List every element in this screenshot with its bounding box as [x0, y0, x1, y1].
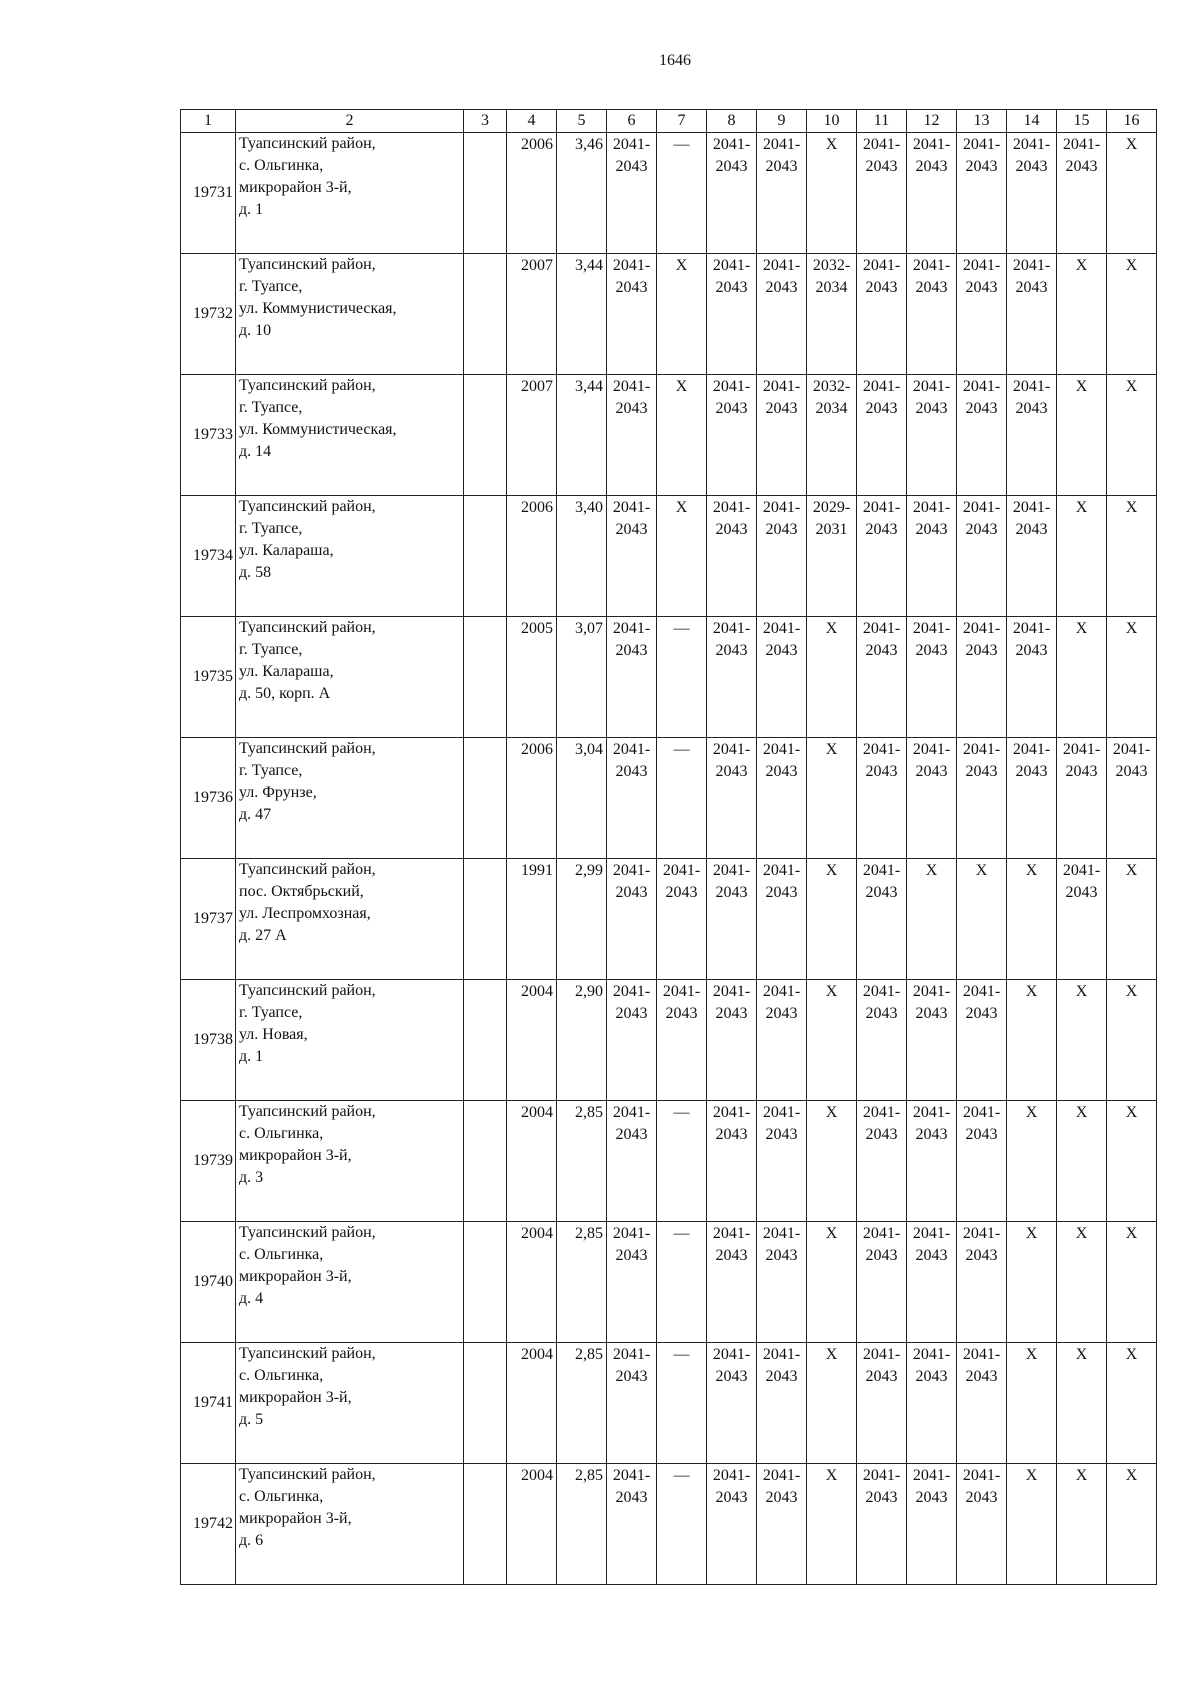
cell: 2041- 2043 [907, 1101, 957, 1222]
cell: 2041- 2043 [907, 1222, 957, 1343]
cell: Х [907, 859, 957, 980]
value-cell: 2,85 [557, 1222, 607, 1343]
cell: 2029- 2031 [807, 496, 857, 617]
value-cell: 3,46 [557, 133, 607, 254]
cell: 2041- 2043 [957, 1343, 1007, 1464]
cell: Х [1007, 1343, 1057, 1464]
cell: 2041- 2043 [957, 254, 1007, 375]
cell: 2041- 2043 [757, 1343, 807, 1464]
column-header: 10 [807, 110, 857, 133]
cell: Х [957, 859, 1007, 980]
cell: Х [1107, 375, 1157, 496]
column-header: 16 [1107, 110, 1157, 133]
table-row [181, 1222, 1157, 1343]
cell: 2041- 2043 [607, 738, 657, 859]
cell: 2041- 2043 [757, 1222, 807, 1343]
cell: 2041- 2043 [907, 617, 957, 738]
cell: — [657, 617, 707, 738]
cell [464, 1464, 507, 1585]
cell: 2041- 2043 [857, 1101, 907, 1222]
cell: 2041- 2043 [1007, 133, 1057, 254]
cell [464, 375, 507, 496]
cell: Х [1057, 375, 1107, 496]
table-row [181, 980, 1157, 1101]
cell: 2041- 2043 [857, 980, 907, 1101]
cell: Х [1107, 617, 1157, 738]
cell: Х [1107, 1101, 1157, 1222]
cell: Х [1007, 1222, 1057, 1343]
cell: 2041- 2043 [957, 738, 1007, 859]
cell: 2041- 2043 [957, 1101, 1007, 1222]
cell: 2041- 2043 [757, 375, 807, 496]
cell: Х [1107, 859, 1157, 980]
value-cell: 3,44 [557, 375, 607, 496]
column-header: 5 [557, 110, 607, 133]
cell: Х [1057, 980, 1107, 1101]
cell: Х [1057, 617, 1107, 738]
column-header: 12 [907, 110, 957, 133]
cell: Х [807, 738, 857, 859]
year-cell: 2004 [507, 980, 557, 1101]
row-number: 19732 [181, 254, 236, 375]
cell: Х [657, 496, 707, 617]
cell: 2041- 2043 [657, 980, 707, 1101]
cell [464, 254, 507, 375]
cell: Х [1107, 254, 1157, 375]
cell: 2041- 2043 [607, 496, 657, 617]
cell: 2041- 2043 [957, 1222, 1007, 1343]
column-header: 14 [1007, 110, 1057, 133]
cell: 2032- 2034 [807, 254, 857, 375]
cell: — [657, 738, 707, 859]
cell: 2032- 2034 [807, 375, 857, 496]
value-cell: 3,40 [557, 496, 607, 617]
column-header: 6 [607, 110, 657, 133]
table-row [181, 1101, 1157, 1222]
year-cell: 2004 [507, 1101, 557, 1222]
cell: Х [657, 254, 707, 375]
cell: Х [807, 1464, 857, 1585]
cell: 2041- 2043 [607, 1222, 657, 1343]
cell: 2041- 2043 [957, 133, 1007, 254]
cell: 2041- 2043 [607, 859, 657, 980]
cell: — [657, 1101, 707, 1222]
cell: 2041- 2043 [707, 859, 757, 980]
value-cell: 2,85 [557, 1343, 607, 1464]
cell: 2041- 2043 [907, 133, 957, 254]
row-number: 19736 [181, 738, 236, 859]
row-number: 19734 [181, 496, 236, 617]
cell: 2041- 2043 [857, 738, 907, 859]
cell: 2041- 2043 [1007, 496, 1057, 617]
header-row [181, 110, 1157, 133]
row-number: 19741 [181, 1343, 236, 1464]
cell: 2041- 2043 [707, 1101, 757, 1222]
cell: 2041- 2043 [1007, 375, 1057, 496]
cell: Х [1007, 1464, 1057, 1585]
table-row [181, 738, 1157, 859]
cell: 2041- 2043 [957, 496, 1007, 617]
cell: Х [1107, 1343, 1157, 1464]
row-number: 19733 [181, 375, 236, 496]
value-cell: 3,04 [557, 738, 607, 859]
cell [464, 617, 507, 738]
table-row [181, 1464, 1157, 1585]
cell: — [657, 1222, 707, 1343]
cell: 2041- 2043 [607, 1101, 657, 1222]
cell: Х [1057, 1464, 1107, 1585]
year-cell: 2006 [507, 496, 557, 617]
address-cell: Туапсинский район, с. Ольгинка, микрорайон 3-й, д. 1 [236, 133, 464, 254]
address-cell: Туапсинский район, г. Туапсе, ул. Новая, д. 1 [236, 980, 464, 1101]
cell: Х [1057, 1343, 1107, 1464]
address-cell: Туапсинский район, г. Туапсе, ул. Фрунзе, д. 47 [236, 738, 464, 859]
cell: Х [1107, 133, 1157, 254]
cell: 2041- 2043 [857, 133, 907, 254]
table-row [181, 375, 1157, 496]
row-number: 19739 [181, 1101, 236, 1222]
cell: 2041- 2043 [1007, 254, 1057, 375]
address-cell: Туапсинский район, г. Туапсе, ул. Калараша, д. 50, корп. А [236, 617, 464, 738]
cell: 2041- 2043 [757, 1464, 807, 1585]
cell: Х [1107, 980, 1157, 1101]
table-row [181, 254, 1157, 375]
cell: Х [1007, 859, 1057, 980]
cell: 2041- 2043 [1107, 738, 1157, 859]
year-cell: 2004 [507, 1343, 557, 1464]
address-cell: Туапсинский район, с. Ольгинка, микрорайон 3-й, д. 6 [236, 1464, 464, 1585]
value-cell: 2,85 [557, 1464, 607, 1585]
column-header: 7 [657, 110, 707, 133]
cell: Х [1007, 980, 1057, 1101]
cell: 2041- 2043 [907, 738, 957, 859]
address-cell: Туапсинский район, с. Ольгинка, микрорайон 3-й, д. 3 [236, 1101, 464, 1222]
year-cell: 2007 [507, 375, 557, 496]
cell: 2041- 2043 [707, 980, 757, 1101]
cell: 2041- 2043 [657, 859, 707, 980]
row-number: 19740 [181, 1222, 236, 1343]
column-header: 13 [957, 110, 1007, 133]
cell: 2041- 2043 [857, 496, 907, 617]
cell: Х [1057, 1101, 1107, 1222]
cell: 2041- 2043 [957, 375, 1007, 496]
cell: — [657, 133, 707, 254]
cell [464, 1101, 507, 1222]
column-header: 3 [464, 110, 507, 133]
column-header: 9 [757, 110, 807, 133]
cell: 2041- 2043 [857, 1222, 907, 1343]
cell: 2041- 2043 [607, 254, 657, 375]
row-number: 19742 [181, 1464, 236, 1585]
cell: 2041- 2043 [707, 133, 757, 254]
cell: 2041- 2043 [607, 375, 657, 496]
cell: 2041- 2043 [757, 254, 807, 375]
value-cell: 3,07 [557, 617, 607, 738]
cell: 2041- 2043 [907, 496, 957, 617]
cell [464, 133, 507, 254]
year-cell: 2004 [507, 1222, 557, 1343]
column-header: 15 [1057, 110, 1107, 133]
cell: 2041- 2043 [607, 133, 657, 254]
value-cell: 2,85 [557, 1101, 607, 1222]
year-cell: 2007 [507, 254, 557, 375]
cell: 2041- 2043 [957, 617, 1007, 738]
cell: 2041- 2043 [607, 1343, 657, 1464]
table-row [181, 1343, 1157, 1464]
value-cell: 3,44 [557, 254, 607, 375]
value-cell: 2,90 [557, 980, 607, 1101]
row-number: 19735 [181, 617, 236, 738]
cell: Х [807, 980, 857, 1101]
row-number: 19737 [181, 859, 236, 980]
register-table [180, 109, 1157, 1585]
value-cell: 2,99 [557, 859, 607, 980]
cell [464, 859, 507, 980]
cell: 2041- 2043 [857, 375, 907, 496]
cell: Х [1107, 1222, 1157, 1343]
table-row [181, 859, 1157, 980]
cell: 2041- 2043 [1007, 738, 1057, 859]
cell: 2041- 2043 [907, 1343, 957, 1464]
cell: Х [657, 375, 707, 496]
cell: 2041- 2043 [707, 617, 757, 738]
cell [464, 1343, 507, 1464]
cell: Х [807, 1222, 857, 1343]
year-cell: 2004 [507, 1464, 557, 1585]
cell: 2041- 2043 [1057, 738, 1107, 859]
cell: 2041- 2043 [1007, 617, 1057, 738]
row-number: 19738 [181, 980, 236, 1101]
column-header: 11 [857, 110, 907, 133]
address-cell: Туапсинский район, пос. Октябрьский, ул. Леспромхозная, д. 27 А [236, 859, 464, 980]
cell: 2041- 2043 [707, 1343, 757, 1464]
cell [464, 1222, 507, 1343]
table-row [181, 617, 1157, 738]
row-number: 19731 [181, 133, 236, 254]
cell: 2041- 2043 [707, 375, 757, 496]
address-cell: Туапсинский район, г. Туапсе, ул. Коммунистическая, д. 10 [236, 254, 464, 375]
cell: — [657, 1343, 707, 1464]
cell: Х [1107, 496, 1157, 617]
cell: 2041- 2043 [907, 254, 957, 375]
cell: Х [807, 1343, 857, 1464]
table-row [181, 496, 1157, 617]
cell: Х [1007, 1101, 1057, 1222]
cell: 2041- 2043 [857, 859, 907, 980]
cell [464, 980, 507, 1101]
column-header: 1 [181, 110, 236, 133]
cell: 2041- 2043 [757, 980, 807, 1101]
cell: 2041- 2043 [1057, 859, 1107, 980]
cell: 2041- 2043 [707, 254, 757, 375]
year-cell: 1991 [507, 859, 557, 980]
year-cell: 2006 [507, 738, 557, 859]
table-row [181, 133, 1157, 254]
cell: 2041- 2043 [757, 496, 807, 617]
cell: 2041- 2043 [757, 133, 807, 254]
cell: 2041- 2043 [757, 738, 807, 859]
cell: Х [1057, 1222, 1107, 1343]
address-cell: Туапсинский район, с. Ольгинка, микрорайон 3-й, д. 5 [236, 1343, 464, 1464]
cell: 2041- 2043 [957, 980, 1007, 1101]
column-header: 2 [236, 110, 464, 133]
page-number: 1646 [659, 52, 691, 69]
cell: 2041- 2043 [857, 1343, 907, 1464]
cell [464, 496, 507, 617]
cell: 2041- 2043 [907, 980, 957, 1101]
cell: 2041- 2043 [607, 1464, 657, 1585]
cell: 2041- 2043 [1057, 133, 1107, 254]
cell: Х [1107, 1464, 1157, 1585]
year-cell: 2006 [507, 133, 557, 254]
cell: 2041- 2043 [707, 1222, 757, 1343]
cell: 2041- 2043 [607, 980, 657, 1101]
cell: 2041- 2043 [757, 1101, 807, 1222]
column-header: 4 [507, 110, 557, 133]
cell: 2041- 2043 [707, 496, 757, 617]
column-header: 8 [707, 110, 757, 133]
cell: Х [807, 133, 857, 254]
cell: 2041- 2043 [857, 617, 907, 738]
cell: 2041- 2043 [957, 1464, 1007, 1585]
cell: 2041- 2043 [707, 1464, 757, 1585]
cell: Х [807, 617, 857, 738]
cell: 2041- 2043 [707, 738, 757, 859]
cell: 2041- 2043 [757, 859, 807, 980]
address-cell: Туапсинский район, г. Туапсе, ул. Коммунистическая, д. 14 [236, 375, 464, 496]
cell: 2041- 2043 [757, 617, 807, 738]
cell: 2041- 2043 [907, 375, 957, 496]
cell: 2041- 2043 [607, 617, 657, 738]
cell: 2041- 2043 [907, 1464, 957, 1585]
year-cell: 2005 [507, 617, 557, 738]
cell [464, 738, 507, 859]
cell: Х [807, 1101, 857, 1222]
cell: 2041- 2043 [857, 1464, 907, 1585]
cell: 2041- 2043 [857, 254, 907, 375]
address-cell: Туапсинский район, г. Туапсе, ул. Калараша, д. 58 [236, 496, 464, 617]
cell: Х [807, 859, 857, 980]
cell: Х [1057, 496, 1107, 617]
cell: — [657, 1464, 707, 1585]
address-cell: Туапсинский район, с. Ольгинка, микрорайон 3-й, д. 4 [236, 1222, 464, 1343]
cell: Х [1057, 254, 1107, 375]
